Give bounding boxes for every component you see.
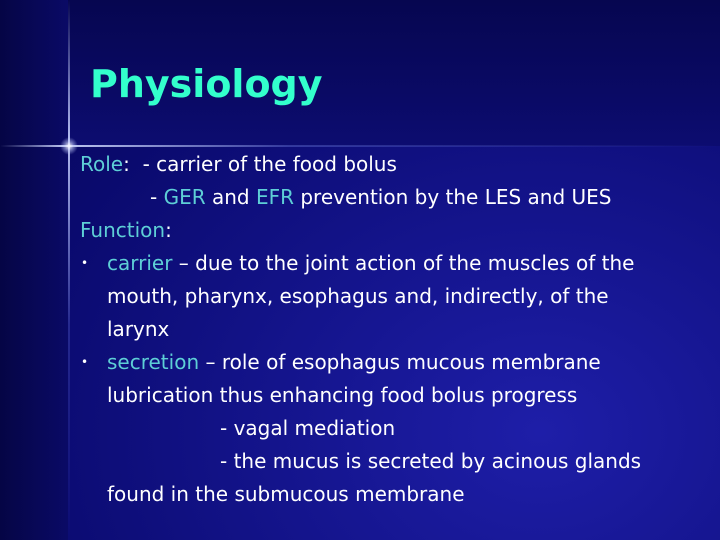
mucus-line: - the mucus is secreted by acinous glands (220, 449, 642, 473)
ger-term: GER (163, 185, 206, 209)
secretion-term: secretion (107, 350, 200, 374)
efr-term: EFR (255, 185, 294, 209)
role-line-2 (80, 181, 700, 214)
function-label: Function (80, 218, 166, 242)
role-dash: - (150, 185, 164, 209)
function-colon: : (165, 218, 172, 242)
role-label: Role (80, 152, 124, 176)
sparkle-decoration (60, 137, 78, 155)
role-and: and (205, 185, 256, 209)
mucus-cont: found in the submucous membrane (107, 482, 465, 506)
secretion-cont-1: lubrication thus enhancing food bolus progress (107, 383, 578, 407)
decorative-horizontal-line (0, 145, 720, 147)
bullet-secretion (80, 346, 700, 379)
secretion-text: – role of esophagus mucous membrane (199, 350, 601, 374)
slide-body (80, 148, 700, 511)
left-band (0, 0, 68, 540)
vagal-line: - vagal mediation (220, 416, 396, 440)
role-text-1: - carrier of the food bolus (129, 152, 397, 176)
function-line (80, 214, 700, 247)
role-text-2: prevention by the LES and UES (294, 185, 612, 209)
carrier-cont-2: larynx (107, 317, 170, 341)
carrier-text: – due to the joint action of the muscles of the (172, 251, 635, 275)
bullet-icon: • (81, 355, 89, 369)
role-line (80, 148, 700, 181)
role-colon: : (123, 152, 130, 176)
bullet-icon: • (81, 256, 89, 270)
carrier-term: carrier (107, 251, 173, 275)
bullet-carrier (80, 247, 700, 280)
decorative-vertical-line (68, 0, 70, 540)
page-title: Physiology (90, 62, 323, 106)
carrier-cont-1: mouth, pharynx, esophagus and, indirectly, of the (107, 284, 609, 308)
